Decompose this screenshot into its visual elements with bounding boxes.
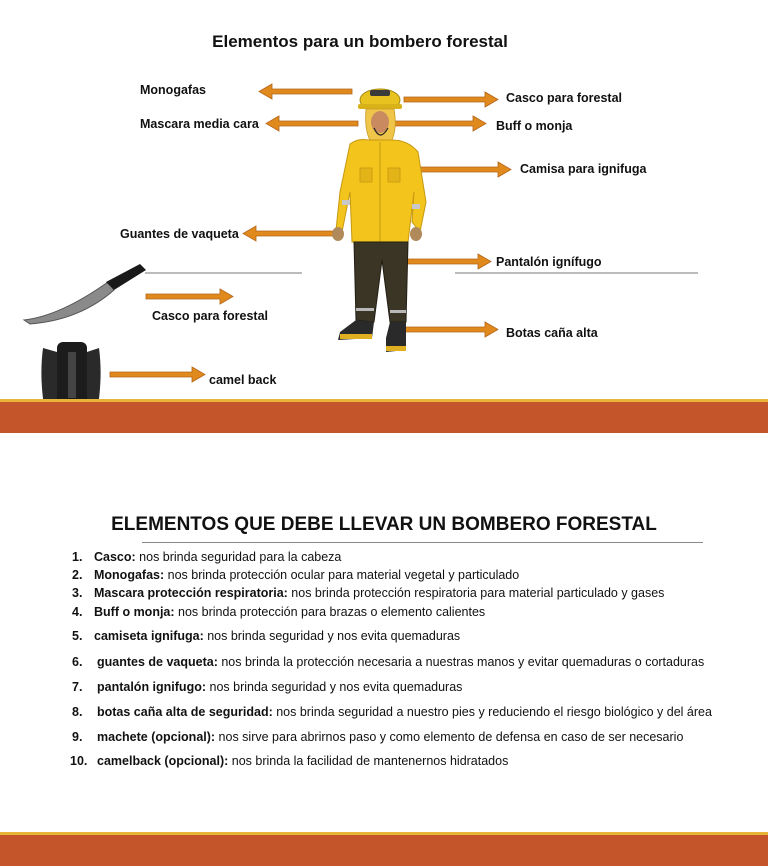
band-bottom [0,835,768,866]
label-guantes: Guantes de vaqueta [120,227,239,241]
firefighter-figure [328,82,438,362]
label-casco-right: Casco para forestal [506,91,623,105]
list-item: 3. Mascara protección respiratoria: nos brinda protección respiratoria para material particulado y gases [72,586,665,600]
section-rule [142,542,703,543]
arrow-casco-left [146,289,233,304]
label-buff: Buff o monja [496,119,573,133]
list-item: 9. machete (opcional): nos sirve para abrirnos paso y como elemento de defensa en caso de ser necesario [72,730,684,744]
label-casco-left: Casco para forestal [152,309,269,323]
list-item: 7. pantalón ignifugo: nos brinda seguridad y nos evita quemaduras [72,680,463,694]
list-item: 4. Buff o monja: nos brinda protección para brazas o elemento calientes [72,605,486,619]
machete-icon [20,258,150,328]
label-mascara: Mascara media cara [140,117,259,131]
arrow-guantes [243,226,336,241]
label-camel: camel back [209,373,277,387]
section-title: ELEMENTOS QUE DEBE LLEVAR UN BOMBERO FORESTAL [111,514,657,535]
list-item: 6. guantes de vaqueta: nos brinda la protección necesaria a nuestras manos y evitar quemaduras o cortaduras [72,655,705,669]
arrow-camel [110,367,205,382]
band-top [0,402,768,433]
label-pantalon: Pantalón ignífugo [496,255,602,269]
list-item: 2. Monogafas: nos brinda protección ocular para material vegetal y particulado [72,568,520,582]
list-item: 1. Casco: nos brinda seguridad para la cabeza [72,550,342,564]
label-monogafas: Monogafas [140,83,206,97]
label-botas: Botas caña alta [506,326,598,340]
slide-title: Elementos para un bombero forestal [212,32,508,51]
list-item: 8. botas caña alta de seguridad: nos brinda seguridad a nuestro pies y reduciendo el riesgo biológico y del área [72,705,712,719]
list-item: 5. camiseta ignifuga: nos brinda seguridad y nos evita quemaduras [72,629,461,643]
label-camisa: Camisa para ignifuga [520,162,647,176]
list-item: 10. camelback (opcional): nos brinda la facilidad de mantenernos hidratados [70,754,509,768]
